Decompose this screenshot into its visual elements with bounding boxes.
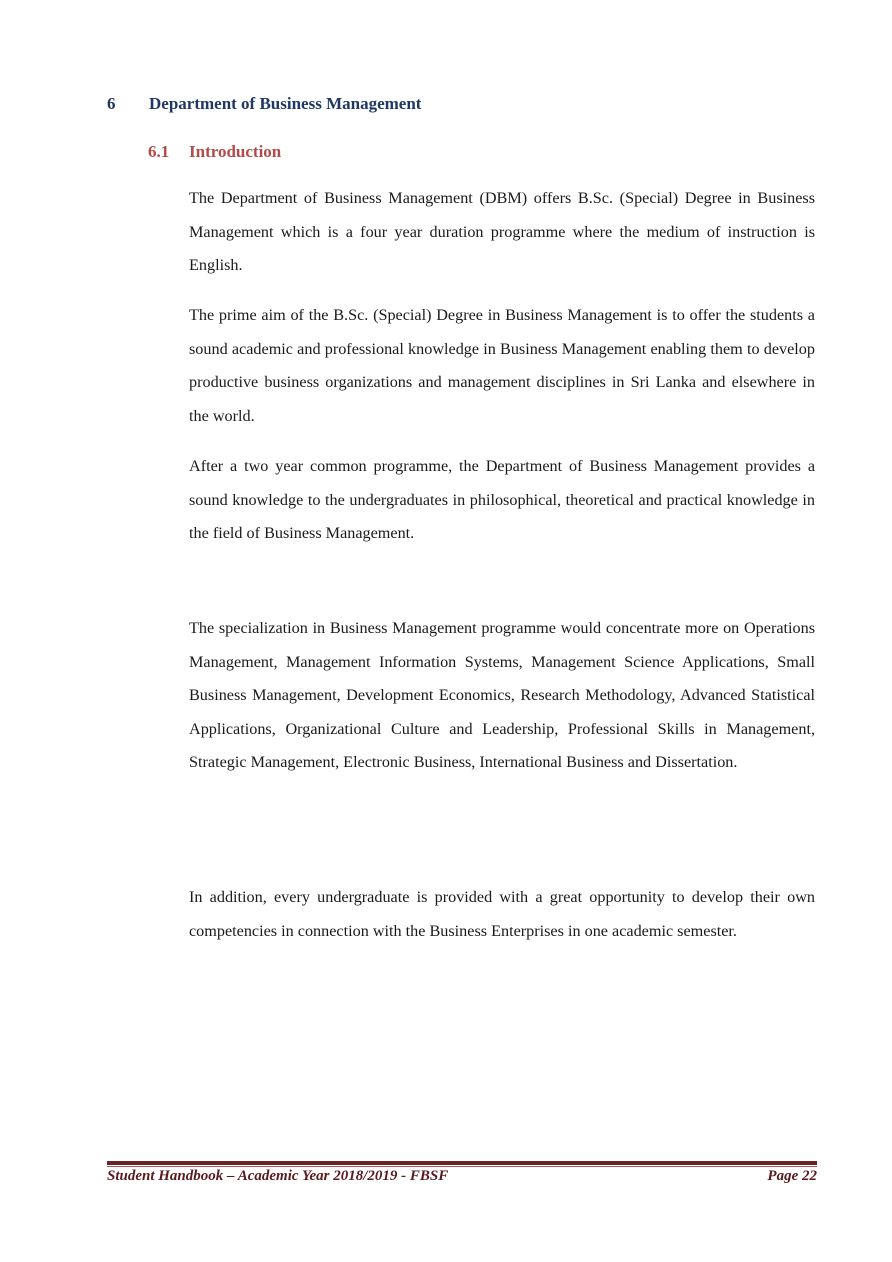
subsection-number: 6.1 (148, 142, 170, 161)
section-number: 6 (107, 94, 116, 113)
page-number: Page 22 (767, 1168, 817, 1184)
paragraph: The prime aim of the B.Sc. (Special) Degree in Business Management is to offer the students a sound academic and professional knowledge in Business Management enabling them to develop productive business organizations and management disciplines in Sri Lanka and elsewhere in the world. (189, 306, 815, 425)
section-title: Department of Business Management (149, 94, 422, 113)
paragraph: The specialization in Business Management programme would concentrate more on Operations Management, Management Information Systems, Management Science Applications, Small Business Management, Development Economics, Research Methodology, Advanced Statistical Applications, Organizational Culture and Leadership, Professional Skills in Management, Strategic Management, Electronic Business, International Business and Dissertation. (189, 619, 815, 771)
paragraph-2-block (189, 299, 815, 433)
subsection-heading (148, 142, 281, 162)
section-heading (107, 94, 421, 114)
paragraph-1-block (189, 182, 815, 283)
paragraph-5-block (189, 881, 815, 948)
subsection-title: Introduction (189, 142, 282, 161)
paragraph-3-block (189, 450, 815, 551)
footer-divider-thin (107, 1166, 817, 1167)
paragraph: After a two year common programme, the Department of Business Management provides a sound knowledge to the undergraduates in philosophical, theoretical and practical knowledge in the field of Business Management. (189, 457, 815, 542)
footer-title: Student Handbook – Academic Year 2018/2019 - FBSF (107, 1168, 449, 1184)
paragraph: In addition, every undergraduate is provided with a great opportunity to develop their own competencies in connection with the Business Enterprises in one academic semester. (189, 888, 815, 940)
footer-divider (107, 1161, 817, 1165)
page-footer (107, 1168, 817, 1185)
paragraph-4-block (189, 612, 815, 780)
paragraph: The Department of Business Management (DBM) offers B.Sc. (Special) Degree in Business Management which is a four year duration programme where the medium of instruction is English. (189, 189, 815, 274)
